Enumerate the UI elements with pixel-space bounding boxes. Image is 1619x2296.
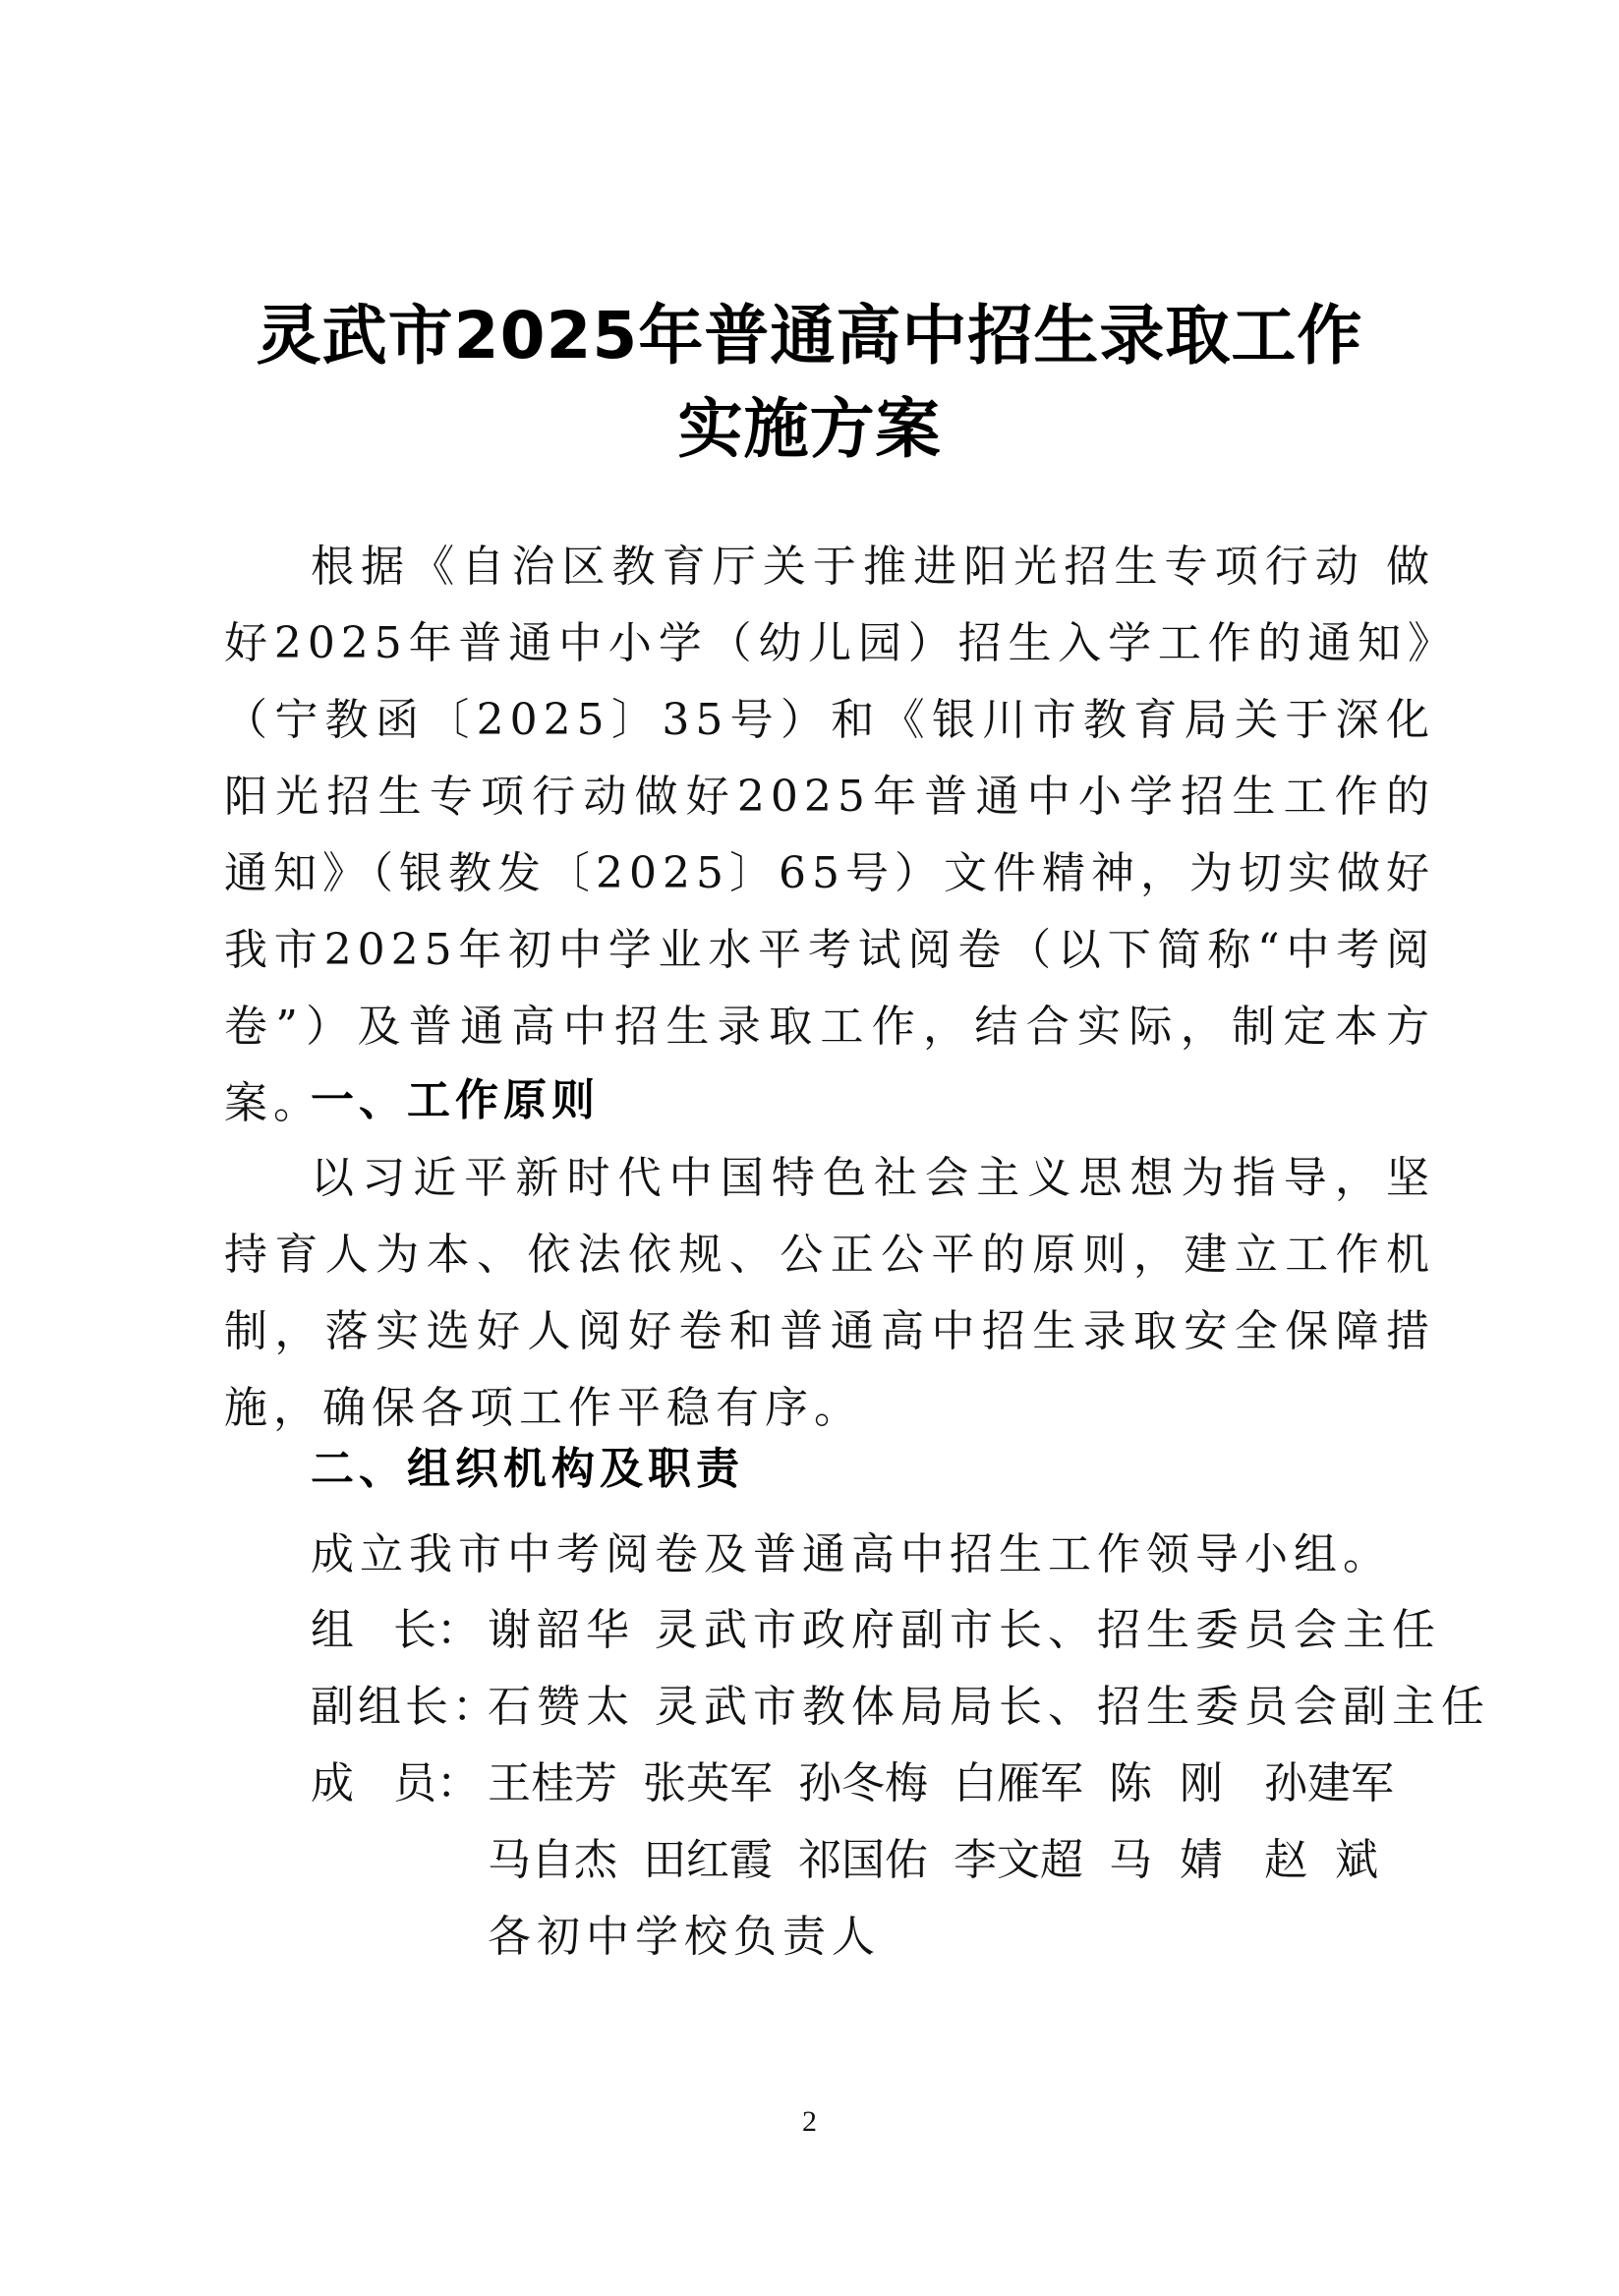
member-name: 赵 斌 bbox=[1264, 1835, 1378, 1885]
intro-paragraph: 根据《自治区教育厅关于推进阳光招生专项行动 做好2025年普通中小学（幼儿园）招生入学工作的通知》（宁教函〔2025〕35号）和《银川市教育局关于深化阳光招生专项行动做好2025年普通中小学招生工作的通知》（银教发〔2025〕65号）文件精神，为切实做好我市2025年初中学业水平考试阅卷（以下简称“中考阅卷”）及普通高中招生录取工作，结合实际，制定本方案。 bbox=[224, 542, 1435, 1128]
member-name: 祁国佑 bbox=[798, 1835, 928, 1885]
section1-paragraph-block bbox=[224, 1140, 1435, 1447]
member-name: 白雁军 bbox=[954, 1758, 1083, 1808]
document-title-line1: 灵武市2025年普通高中招生录取工作 bbox=[256, 298, 1363, 373]
intro-paragraph-block bbox=[224, 529, 1435, 1142]
section2-intro: 成立我市中考阅卷及普通高中招生工作领导小组。 bbox=[311, 1529, 1392, 1579]
members-row-1 bbox=[488, 1748, 1419, 1810]
leader-role-char1: 组 bbox=[311, 1605, 354, 1655]
member-name: 马自杰 bbox=[488, 1835, 617, 1885]
member-name: 张英军 bbox=[643, 1758, 773, 1808]
deputy-text: 石赞太 灵武市教体局局长、招生委员会副主任 bbox=[488, 1682, 1490, 1732]
page-number: 2 bbox=[802, 2105, 817, 2138]
members-role-char2: 员： bbox=[393, 1758, 480, 1808]
leader-role-char2: 长： bbox=[393, 1605, 480, 1655]
members-role bbox=[311, 1748, 480, 1810]
members-row-2 bbox=[488, 1824, 1419, 1887]
member-name: 孙冬梅 bbox=[798, 1758, 928, 1808]
leader-role bbox=[311, 1594, 480, 1657]
deputy-role: 副组长： bbox=[311, 1682, 499, 1732]
member-name: 孙建军 bbox=[1264, 1758, 1394, 1808]
member-name: 王桂芳 bbox=[488, 1758, 617, 1808]
member-name: 陈 刚 bbox=[1109, 1758, 1223, 1808]
leader-text: 谢韶华 灵武市政府副市长、招生委员会主任 bbox=[488, 1605, 1441, 1655]
members-role-char1: 成 bbox=[311, 1758, 354, 1808]
section1-heading: 一、工作原则 bbox=[311, 1075, 600, 1125]
member-name: 田红霞 bbox=[643, 1835, 773, 1885]
section2-heading: 二、组织机构及职责 bbox=[311, 1444, 744, 1494]
member-name: 马 婧 bbox=[1109, 1835, 1223, 1885]
members-row-3: 各初中学校负责人 bbox=[488, 1912, 881, 1962]
document-title-line2: 实施方案 bbox=[677, 391, 942, 467]
member-name: 李文超 bbox=[954, 1835, 1083, 1885]
section1-paragraph: 以习近平新时代中国特色社会主义思想为指导，坚持育人为本、依法依规、公正公平的原则，建立工作机制，落实选好人阅好卷和普通高中招生录取安全保障措施，确保各项工作平稳有序。 bbox=[224, 1153, 1435, 1433]
